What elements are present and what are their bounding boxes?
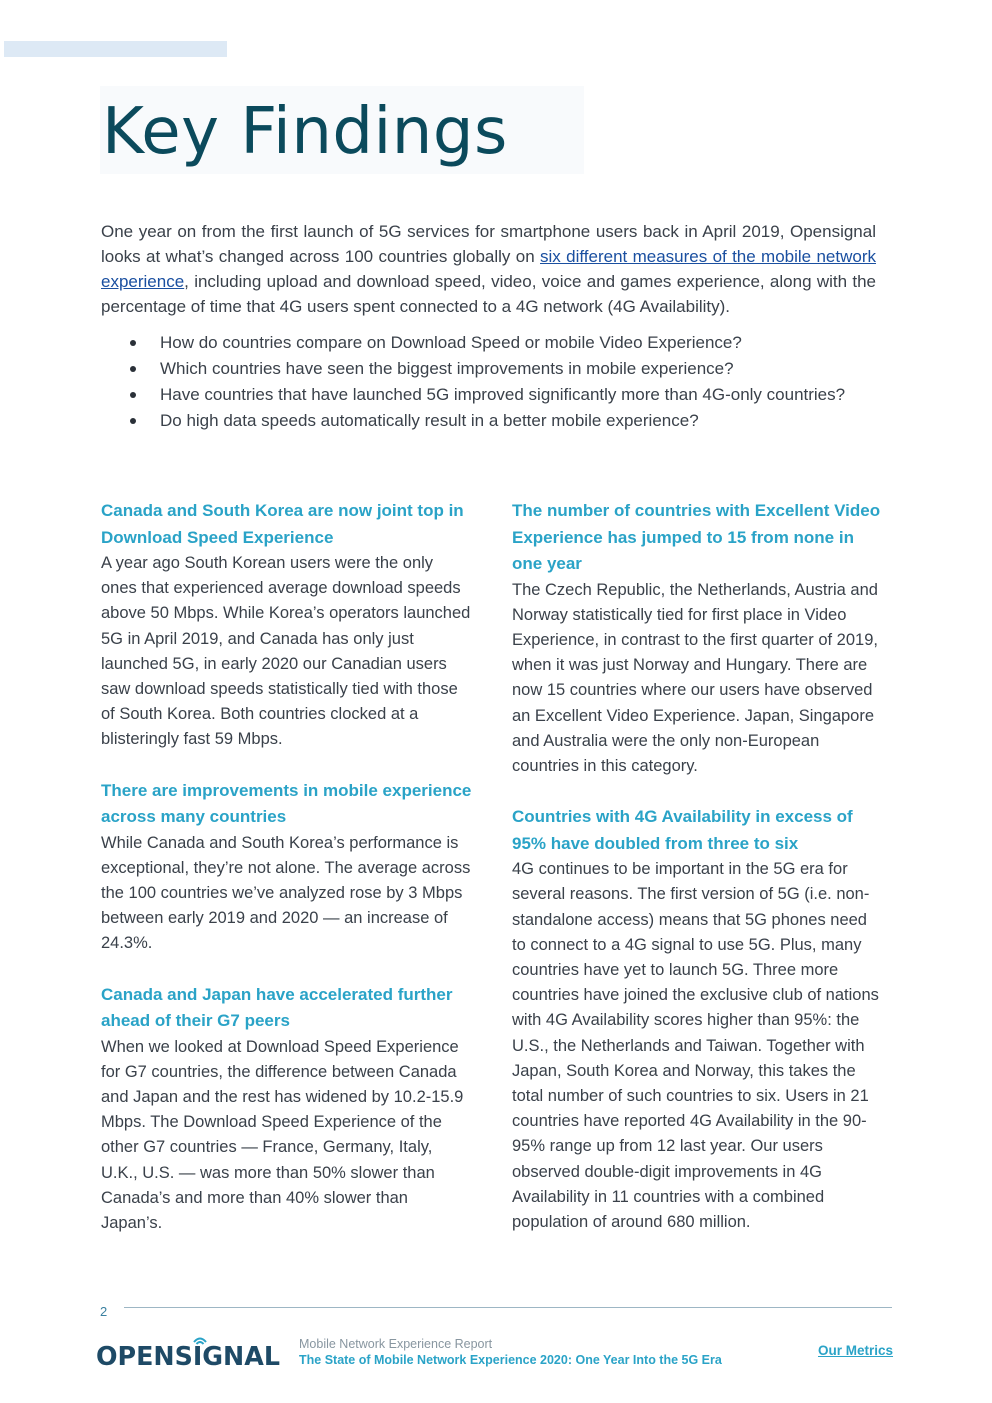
finding-body: The Czech Republic, the Netherlands, Austria and Norway statistically tied for first place in Video Experience, in contrast to the first quarter of 2019, when it was just Norway and Hungary. There are now 15 countries where our users have observed an Excellent Video Experience. Japan, Singapore and Australia were the only non-European countries in this category. — [512, 580, 878, 775]
finding-body: While Canada and South Korea’s performance is exceptional, they’re not alone. The average across the 100 countries we’ve analyzed rose by 3 Mbps between early 2019 and 2020 — an increase of 24.3%. — [101, 833, 471, 953]
question-list — [128, 330, 888, 434]
finding-download-speed — [101, 498, 473, 753]
list-item-text: How do countries compare on Download Speed or mobile Video Experience? — [160, 333, 742, 352]
list-item — [128, 330, 888, 356]
list-item-text: Which countries have seen the biggest improvements in mobile experience? — [160, 359, 734, 378]
right-column — [512, 498, 884, 1260]
logo-wordmark: OPENSIGNAL — [96, 1342, 280, 1370]
left-column — [101, 498, 473, 1261]
bullet-icon — [130, 418, 136, 424]
bullet-icon — [130, 366, 136, 372]
intro-text-end: , including upload and download speed, video, voice and games experience, along with the percentage of time that 4G users spent connected to a 4G network (4G Availability). — [101, 272, 876, 316]
list-item-text: Do high data speeds automatically result in a better mobile experience? — [160, 411, 699, 430]
our-metrics-link[interactable]: Our Metrics — [818, 1343, 894, 1358]
finding-heading: Canada and Japan have accelerated further ahead of their G7 peers — [101, 984, 453, 1031]
list-item — [128, 356, 888, 382]
finding-heading: Canada and South Korea are now joint top in Download Speed Experience — [101, 501, 464, 547]
page-title: Key Findings — [102, 95, 508, 169]
list-item-text: Have countries that have launched 5G improved significantly more than 4G-only countries? — [160, 385, 846, 404]
metrics-link[interactable]: six different measures of the mobile network experience — [101, 247, 877, 291]
finding-4g-availability — [512, 804, 884, 1235]
finding-improvements — [101, 778, 473, 957]
bullet-icon — [130, 340, 136, 346]
report-name: Mobile Network Experience Report — [299, 1337, 493, 1351]
opensignal-logo — [96, 1336, 282, 1370]
finding-g7 — [101, 982, 473, 1237]
list-item — [128, 408, 888, 434]
finding-heading: The number of countries with Excellent Video Experience has jumped to 15 from none in one year — [512, 501, 881, 573]
list-item — [128, 382, 888, 408]
bullet-icon — [130, 392, 136, 398]
finding-heading: There are improvements in mobile experience across many countries — [101, 780, 472, 827]
intro-paragraph — [101, 219, 876, 319]
report-subtitle: The State of Mobile Network Experience 2020: One Year Into the 5G Era — [299, 1353, 722, 1367]
footer-divider — [124, 1307, 892, 1308]
finding-body: A year ago South Korean users were the only ones that experienced average download speeds above 50 Mbps. While Korea’s operators launched 5G in April 2019, and Canada has only just launched 5G, in early 2020 our Canadian users saw download speeds statistically tied with those of South Korea. Both countries clocked at a blisteringly fast 59 Mbps. — [101, 554, 471, 749]
finding-body: When we looked at Download Speed Experience for G7 countries, the difference between Canada and Japan and the rest has widened by 10.2-15.9 Mbps. The Download Speed Experience of the other G7 countries — France, Germany, Italy, U.K., U.S. — was more than 50% slower than Canada’s and more than 40% slower than Japan’s. — [101, 1037, 464, 1233]
finding-body: 4G continues to be important in the 5G era for several reasons. The first version of 5G (i.e. non-standalone access) means that 5G phones need to connect to a 4G signal to use 5G. Plus, many countries have yet to launch 5G. Three more countries have joined the exclusive club of nations with 4G Availability scores higher than 95%: the U.S., the Netherlands and Taiwan. Together with Japan, South Korea and Norway, this takes the total number of such countries to six. Users in 21 countries have reported 4G Availability in the 90-95% range up from 12 last year. Our users observed double-digit improvements in 4G Availability in 11 countries with a combined population of around 680 million. — [512, 860, 879, 1231]
intro-text-start: One year on from the first launch of 5G services for smartphone users back in April 2019, Opensignal looks at what’s changed across 100 countries globally on — [101, 222, 876, 266]
finding-heading: Countries with 4G Availability in excess of 95% have doubled from three to six — [512, 807, 853, 853]
page-number: 2 — [100, 1304, 108, 1319]
header-accent-bar — [4, 41, 227, 57]
finding-video-experience — [512, 498, 884, 779]
